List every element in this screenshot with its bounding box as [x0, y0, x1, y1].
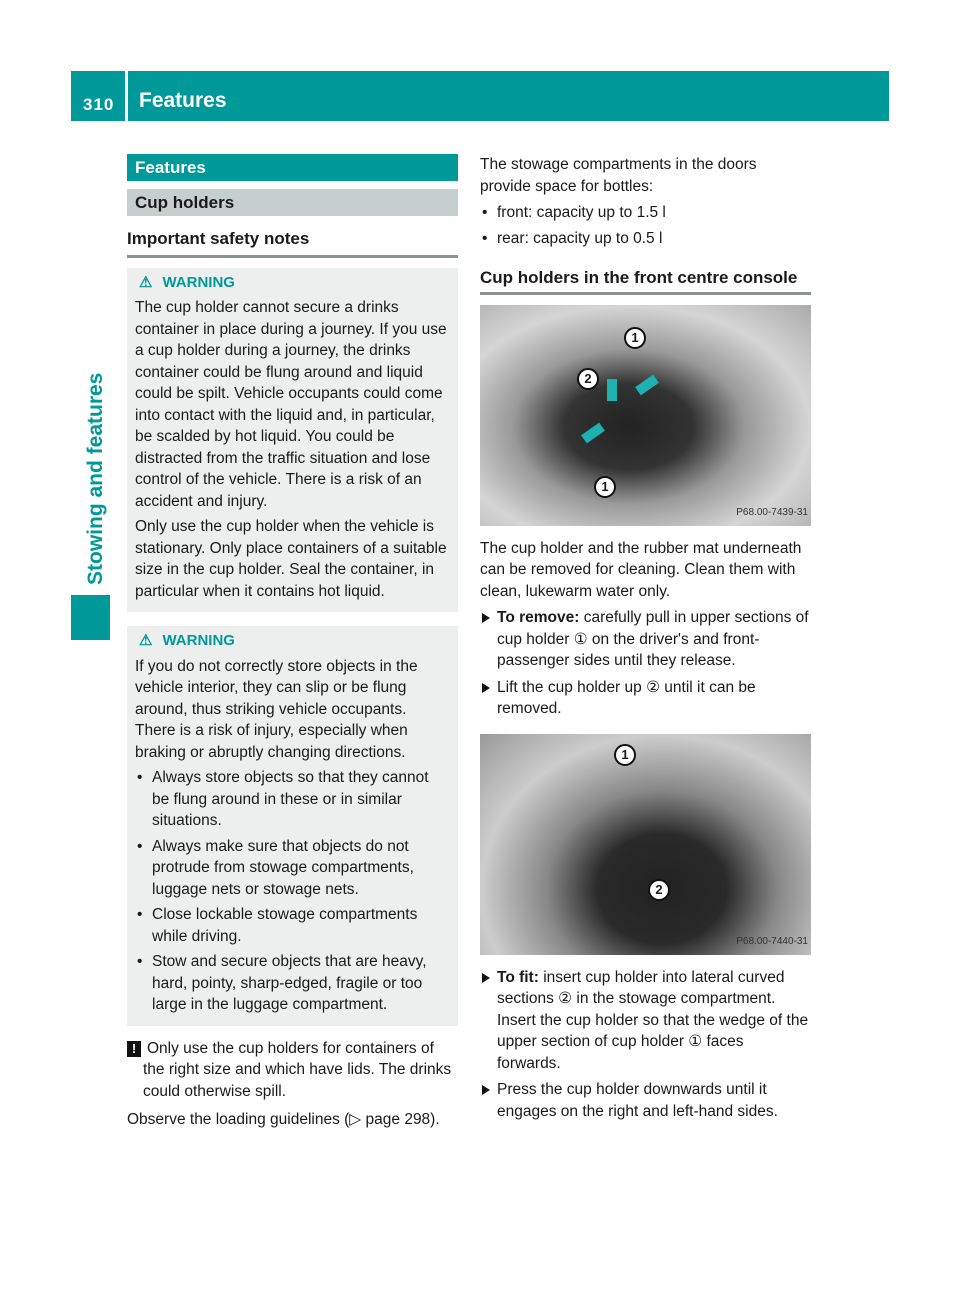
warning-triangle-icon: ⚠	[139, 632, 153, 649]
list-item: • Always store objects so that they cannot be flung around in these or in similar situations.	[135, 767, 450, 832]
intro-text: The stowage compartments in the doors provide space for bottles:	[480, 156, 757, 195]
callout-1: 1	[614, 744, 636, 766]
loading-reference[interactable]: Observe the loading guidelines (▷ page 298).	[127, 1111, 440, 1128]
note	[127, 1038, 458, 1103]
step-label: To remove:	[497, 609, 580, 626]
step-label: To fit:	[497, 968, 539, 986]
warning-box-1	[127, 268, 458, 613]
warning-triangle-icon: ⚠	[139, 273, 153, 291]
list-item: • Always make sure that objects do not protrude from stowage compartments, luggage nets or stowage nets.	[135, 836, 450, 901]
callout-1: 1	[594, 476, 616, 498]
step-press: Press the cup holder downwards until it engages on the right and left-hand sides.	[480, 1079, 811, 1122]
cup-holder-photo-2	[480, 734, 811, 955]
warning-text: If you do not correctly store objects in the vehicle interior, they can slip or be flung around, thus striking vehicle occupants. There is a risk of injury, especially when braking or abruptly changing directions.	[135, 657, 418, 761]
cup-holder-photo-1	[480, 305, 811, 526]
right-column	[480, 154, 811, 1122]
warning-label: WARNING	[162, 273, 235, 291]
heading-front-console: Cup holders in the front centre console	[480, 267, 811, 295]
warning-box-2	[127, 626, 458, 1026]
chapter-title: Features	[128, 71, 889, 121]
callout-2: 2	[577, 368, 599, 390]
list-item: • rear: capacity up to 0.5 l	[480, 228, 811, 250]
list-item: • Close lockable stowage compartments while driving.	[135, 904, 450, 947]
section-title: Features	[127, 154, 458, 181]
list-item: • Stow and secure objects that are heavy, hard, pointy, sharp-edged, fragile or too large in the luggage compartment.	[135, 951, 450, 1016]
note-text: Only use the cup holders for containers of the right size and which have lids. The drinks could otherwise spill.	[143, 1039, 452, 1100]
step-text: insert cup holder into lateral curved sections ② in the stowage compartment. Insert the cup holder so that the wedge of the upper section of cup holder ① faces forwards.	[497, 968, 809, 1072]
callout-2: 2	[648, 879, 670, 901]
step-remove	[480, 607, 811, 672]
page-number: 310	[71, 71, 125, 121]
warning-text: Only use the cup holder when the vehicle is stationary. Only place containers of a suitable size in the cup holder. Seal the container, in particular when it contains hot liquid.	[135, 518, 447, 600]
callout-1: 1	[624, 327, 646, 349]
image-code: P68.00-7440-31	[736, 936, 808, 947]
side-tab-label: Stowing and features	[84, 372, 107, 585]
side-tab-marker	[71, 595, 110, 640]
list-item: • front: capacity up to 1.5 l	[480, 202, 811, 224]
cleaning-text: The cup holder and the rubber mat underneath can be removed for cleaning. Clean them with clean, lukewarm water only.	[480, 539, 802, 600]
step-fit	[480, 967, 811, 1075]
warning-label: WARNING	[162, 632, 235, 649]
step-text: carefully pull in upper sections of cup holder ① on the driver's and front-passenger sides until they release.	[497, 609, 809, 669]
warning-text: The cup holder cannot secure a drinks container in place during a journey. If you use a cup holder during a journey, the drinks container could be flung around and liquid could be spilt. Vehicle occupants could come into contact with the liquid and, in particular, be scalded by hot liquid. You could be distracted from the traffic situation and lose control of the vehicle. There is a risk of an accident and injury.	[135, 299, 447, 510]
heading-safety-notes: Important safety notes	[127, 216, 458, 258]
arrow-icon	[635, 374, 659, 395]
subsection-title: Cup holders	[127, 189, 458, 216]
arrow-icon	[607, 379, 617, 401]
exclamation-icon: !	[127, 1041, 141, 1057]
left-column	[127, 154, 458, 1131]
step-lift: Lift the cup holder up ② until it can be removed.	[480, 677, 811, 720]
arrow-icon	[581, 422, 605, 443]
image-code: P68.00-7439-31	[736, 507, 808, 518]
